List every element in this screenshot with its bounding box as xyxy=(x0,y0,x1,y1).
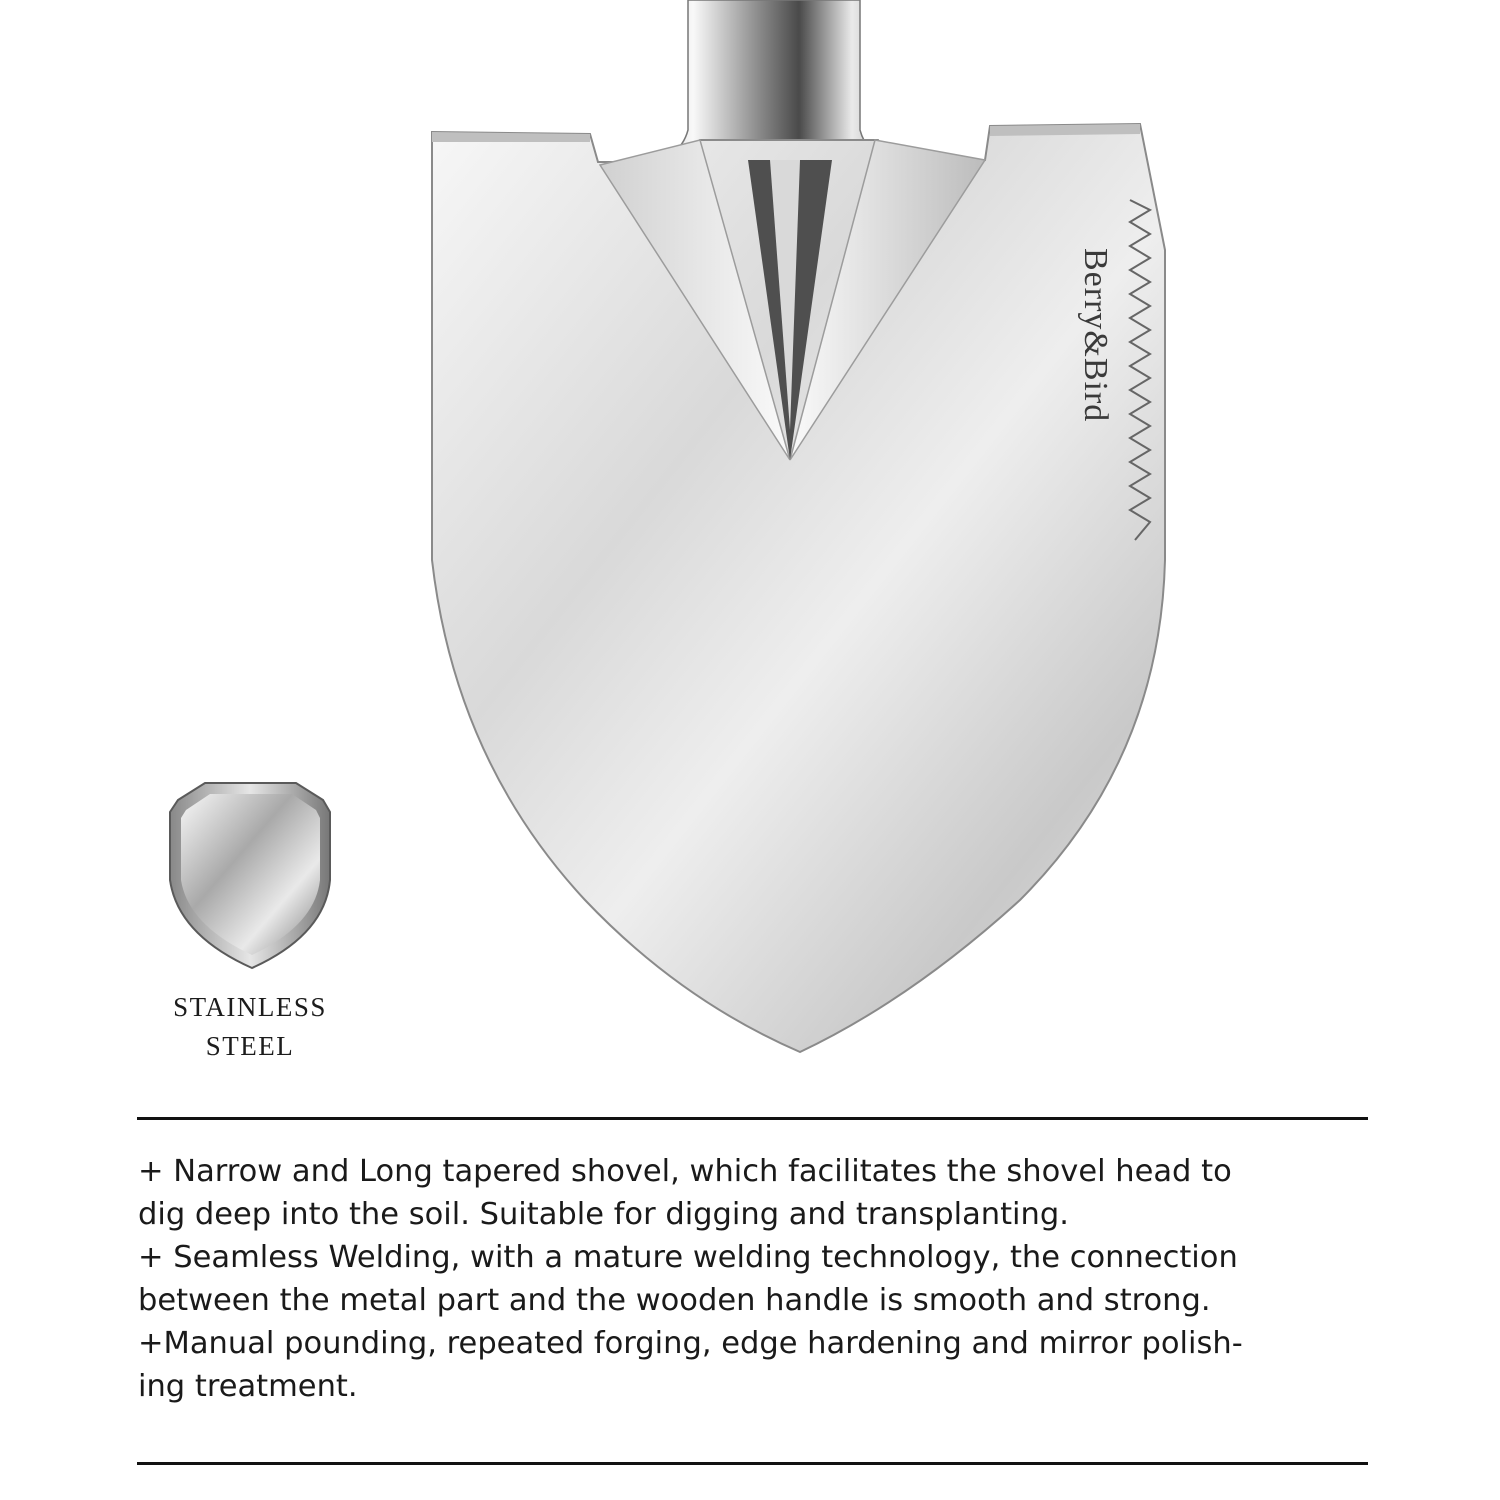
description-line: ing treatment. xyxy=(138,1369,358,1404)
shield-icon xyxy=(170,783,330,968)
material-badge-line2: STEEL xyxy=(205,1031,295,1061)
shovel-blade xyxy=(432,124,1165,1052)
product-description xyxy=(138,1150,1370,1408)
description-line: dig deep into the soil. Suitable for digging and transplanting. xyxy=(138,1197,1069,1232)
description-line: +Manual pounding, repeated forging, edge hardening and mirror polish- xyxy=(138,1326,1243,1361)
material-badge-label xyxy=(150,988,350,1066)
material-badge-line1: STAINLESS xyxy=(173,992,327,1022)
description-line: + Seamless Welding, with a mature welding technology, the connection xyxy=(138,1240,1238,1275)
divider-bottom xyxy=(137,1462,1368,1465)
brand-engraving: Berry&Bird xyxy=(1077,248,1114,423)
description-line: + Narrow and Long tapered shovel, which facilitates the shovel head to xyxy=(138,1154,1232,1189)
description-line: between the metal part and the wooden handle is smooth and strong. xyxy=(138,1283,1211,1318)
divider-top xyxy=(137,1117,1368,1120)
